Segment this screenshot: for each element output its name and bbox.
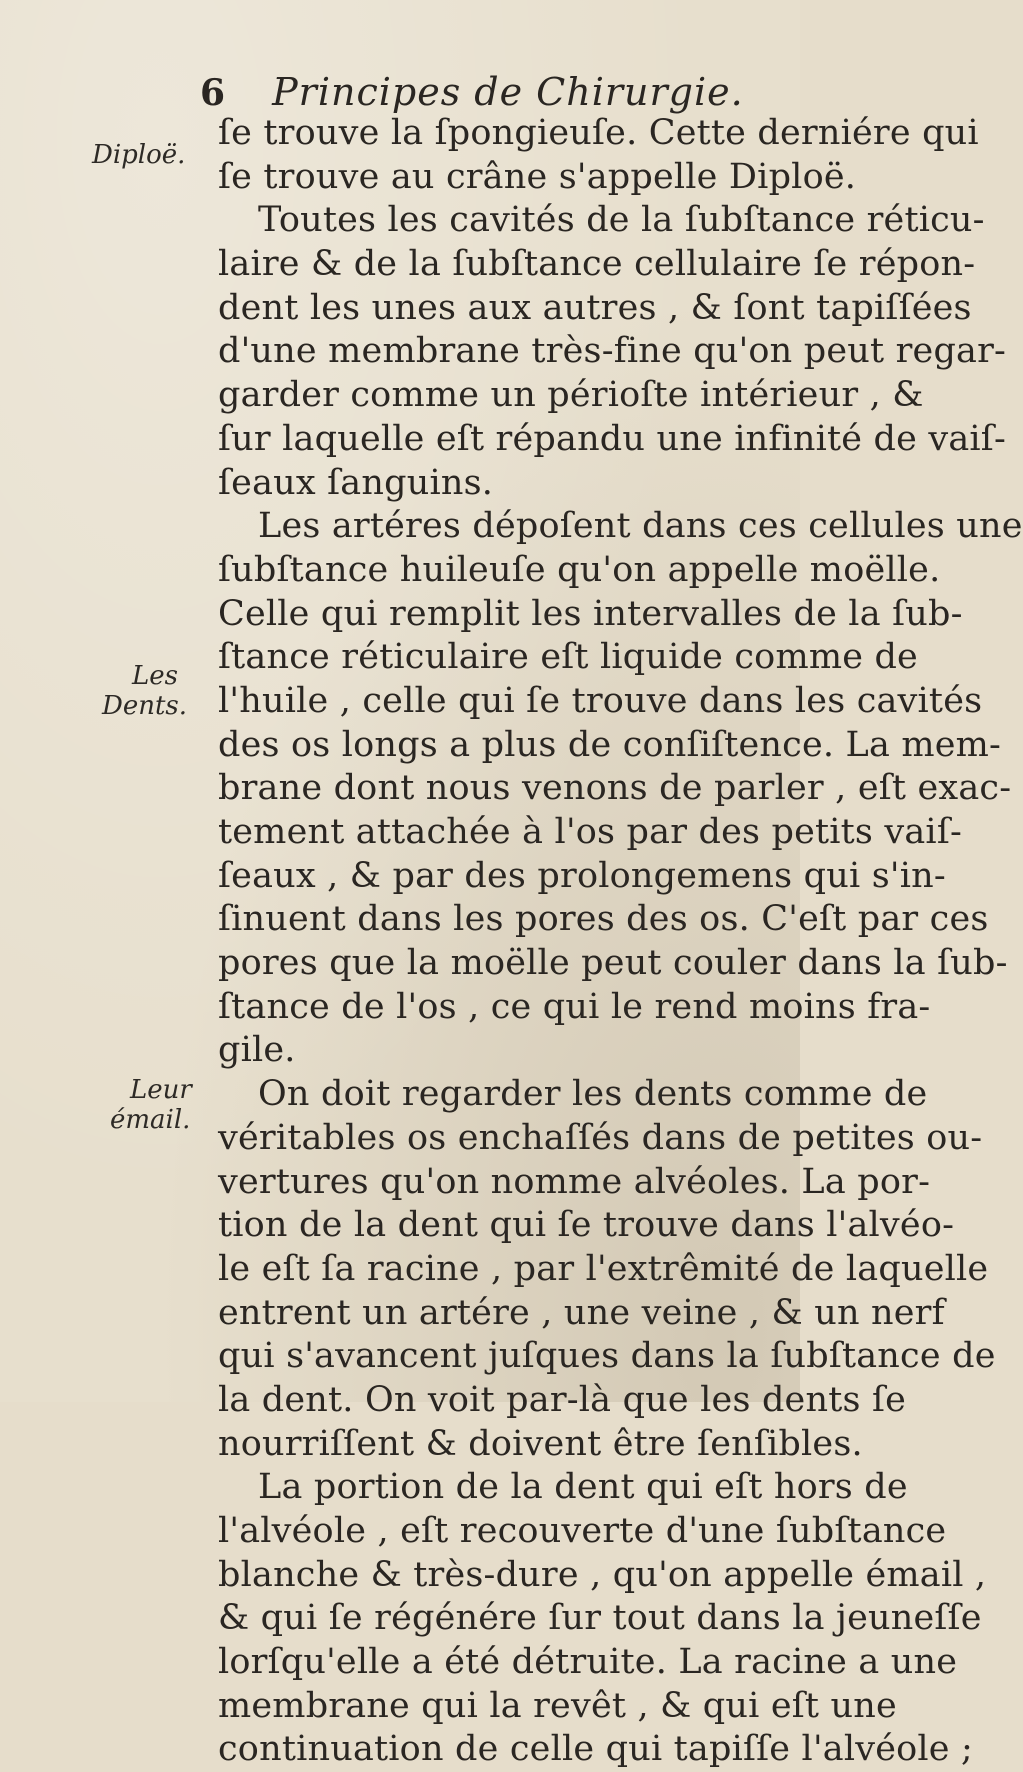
text-line: des os longs a plus de conſiſtence. La mem-: [218, 724, 1002, 765]
margin-note-diploe: [92, 140, 185, 170]
margin-note-email: [110, 1075, 192, 1135]
text-line: l'alvéole , eſt recouverte d'une ſubſtance: [218, 1511, 947, 1551]
paragraph-start: Les artéres dépoſent dans ces cellules une: [258, 506, 1023, 547]
text-line: véritables os enchaſſés dans de petites ou-: [218, 1117, 983, 1158]
text-line: ſur laquelle eſt répandu une infinité de vaiſ-: [218, 418, 1006, 459]
text-line: le eſt ſa racine , par l'extrêmité de laquelle: [218, 1248, 989, 1289]
page-number: 6: [200, 72, 226, 114]
text-line: ſe trouve la ſpongieuſe. Cette derniére qui: [218, 113, 979, 153]
text-line: lorſqu'elle a été détruite. La racine a une: [218, 1642, 958, 1683]
text-line: entrent un artére , une veine , & un nerf: [218, 1292, 945, 1333]
margin-note-line: Diploë.: [92, 140, 186, 170]
margin-note-line: Les: [132, 661, 178, 691]
text-line: ſeaux ſanguins.: [218, 462, 494, 503]
text-line: membrane qui la revêt , & qui eſt une: [218, 1685, 897, 1726]
text-line: tion de la dent qui ſe trouve dans l'alvéo-: [218, 1205, 955, 1246]
text-line: garder comme un périoſte intérieur , &: [218, 375, 924, 416]
text-line: continuation de celle qui tapiſſe l'alvéole ;: [218, 1729, 974, 1770]
text-line: nourriſſent & doivent être ſenſibles.: [218, 1423, 863, 1464]
text-line: ſtance de l'os , ce qui le rend moins fra-: [218, 986, 931, 1027]
text-line: & qui ſe régénére ſur tout dans la jeuneſſe: [218, 1598, 982, 1639]
margin-note-line: Dents.: [102, 691, 188, 721]
text-line: ſtance réticulaire eſt liquide comme de: [218, 637, 918, 678]
body-text: [218, 112, 1023, 1772]
text-line: pores que la moëlle peut couler dans la ſub-: [218, 943, 1008, 984]
text-line: gile.: [218, 1030, 296, 1071]
text-line: d'une membrane très-fine qu'on peut regar-: [218, 331, 1007, 372]
text-line: vertures qu'on nomme alvéoles. La por-: [218, 1161, 931, 1202]
text-line: qui s'avancent juſques dans la ſubſtance de: [218, 1336, 996, 1377]
text-line: laire & de la ſubſtance cellulaire ſe répon-: [218, 244, 976, 285]
text-line: ſe trouve au crâne s'appelle Diploë.: [218, 156, 857, 197]
running-title: Principes de Chirurgie.: [272, 70, 744, 114]
paragraph-start: On doit regarder les dents comme de: [258, 1074, 928, 1115]
text-line: ſinuent dans les pores des os. C'eſt par ces: [218, 899, 989, 940]
paragraph-start: Toutes les cavités de la ſubſtance réticu-: [258, 200, 985, 241]
margin-note-line: émail.: [110, 1105, 191, 1135]
page-header: [200, 70, 744, 114]
text-line: l'huile , celle qui ſe trouve dans les cavités: [218, 680, 983, 721]
text-line: blanche & très-dure , qu'on appelle émail ,: [218, 1554, 987, 1595]
text-line: dent les unes aux autres , & ſont tapiſſées: [218, 287, 972, 328]
text-line: ſeaux , & par des prolongemens qui s'in-: [218, 855, 946, 896]
margin-note-dents: [102, 661, 187, 721]
margin-note-line: Leur: [130, 1075, 192, 1105]
text-line: la dent. On voit par-là que les dents ſe: [218, 1379, 907, 1420]
text-line: brane dont nous venons de parler , eſt exac-: [218, 768, 1012, 809]
text-line: Celle qui remplit les intervalles de la ſub-: [218, 593, 963, 634]
text-line: tement attachée à l'os par des petits vaiſ-: [218, 812, 963, 852]
text-line: ſubſtance huileuſe qu'on appelle moëlle.: [218, 549, 941, 590]
paragraph-start: La portion de la dent qui eſt hors de: [258, 1467, 908, 1508]
